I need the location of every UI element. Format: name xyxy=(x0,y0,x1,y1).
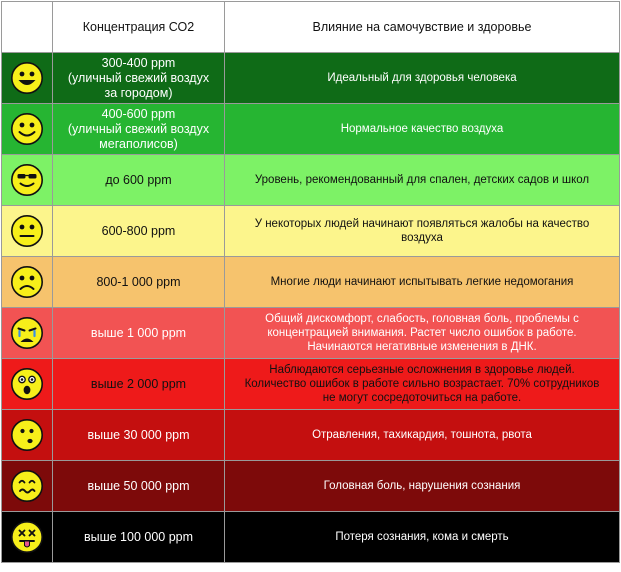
table-row xyxy=(2,53,620,104)
concentration-cell xyxy=(53,104,225,155)
effect-text: Отравления, тахикардия, тошнота, рвота xyxy=(312,429,532,441)
big-smile-icon xyxy=(10,61,44,95)
smile-icon xyxy=(10,112,44,146)
face-cell xyxy=(2,206,53,257)
co2-table xyxy=(1,1,620,563)
effect-cell xyxy=(225,206,620,257)
effect-cell xyxy=(225,53,620,104)
dizzy-face-icon xyxy=(10,469,44,503)
neutral-face-icon xyxy=(10,214,44,248)
concentration-text: выше 50 000 ppm xyxy=(87,478,190,493)
crying-face-icon xyxy=(10,316,44,350)
table-row xyxy=(2,206,620,257)
concentration-cell xyxy=(53,155,225,206)
concentration-text: 400-600 ppm (уличный свежий воздух мегаполисов) xyxy=(67,106,210,151)
effect-text: У некоторых людей начинают появляться жалобы на качество воздуха xyxy=(254,218,590,244)
concentration-cell xyxy=(53,308,225,359)
shocked-face-icon xyxy=(10,367,44,401)
table-row xyxy=(2,155,620,206)
face-cell xyxy=(2,104,53,155)
concentration-cell xyxy=(53,53,225,104)
face-cell xyxy=(2,512,53,563)
header-icon-cell xyxy=(2,2,53,53)
effect-cell xyxy=(225,257,620,308)
concentration-cell xyxy=(53,257,225,308)
effect-cell xyxy=(225,359,620,410)
effect-cell xyxy=(225,104,620,155)
effect-cell xyxy=(225,512,620,563)
face-cell xyxy=(2,359,53,410)
face-cell xyxy=(2,257,53,308)
effect-cell xyxy=(225,308,620,359)
concentration-cell xyxy=(53,410,225,461)
dead-face-icon xyxy=(10,520,44,554)
concentration-text: 800-1 000 ppm xyxy=(96,274,181,289)
face-cell xyxy=(2,410,53,461)
effect-cell xyxy=(225,155,620,206)
frown-icon xyxy=(10,265,44,299)
effect-text: Наблюдаются серьезные осложнения в здоровье людей. Количество ошибок в работе сильно возрастает. 70% сотрудников не могут сосредоточиться на работе. xyxy=(244,364,600,404)
effect-text: Головная боль, нарушения сознания xyxy=(323,480,521,492)
face-cell xyxy=(2,155,53,206)
concentration-cell xyxy=(53,359,225,410)
concentration-text: выше 100 000 ppm xyxy=(83,529,194,544)
concentration-text: выше 1 000 ppm xyxy=(90,325,187,340)
sunglasses-icon xyxy=(10,163,44,197)
effect-text: Потеря сознания, кома и смерть xyxy=(335,531,509,543)
table-row xyxy=(2,308,620,359)
header-row xyxy=(2,2,620,53)
effect-text: Общий дискомфорт, слабость, головная боль, проблемы с концентрацией внимания. Растет число ошибок в работе. Начинаются негативные изменения в ДНК. xyxy=(265,313,579,353)
concentration-cell xyxy=(53,461,225,512)
concentration-text: до 600 ppm xyxy=(105,172,172,187)
concentration-text: 300-400 ppm (уличный свежий воздух за городом) xyxy=(67,55,210,100)
concentration-text: 600-800 ppm xyxy=(101,223,176,238)
concentration-text: выше 30 000 ppm xyxy=(87,427,190,442)
table-row xyxy=(2,512,620,563)
effect-text: Нормальное качество воздуха xyxy=(340,123,504,135)
face-cell xyxy=(2,461,53,512)
table-row xyxy=(2,359,620,410)
concentration-cell xyxy=(53,206,225,257)
effect-cell xyxy=(225,410,620,461)
effect-cell xyxy=(225,461,620,512)
table-row xyxy=(2,410,620,461)
concentration-cell xyxy=(53,512,225,563)
table-row xyxy=(2,104,620,155)
sick-face-icon xyxy=(10,418,44,452)
header-concentration: Концентрация СО2 xyxy=(53,2,225,53)
effect-text: Идеальный для здоровья человека xyxy=(327,72,517,84)
table-row xyxy=(2,257,620,308)
effect-text: Уровень, рекомендованный для спален, детских садов и школ xyxy=(254,174,590,186)
face-cell xyxy=(2,53,53,104)
concentration-text: выше 2 000 ppm xyxy=(90,376,187,391)
table-row xyxy=(2,461,620,512)
face-cell xyxy=(2,308,53,359)
header-effect: Влияние на самочувствие и здоровье xyxy=(225,2,620,53)
effect-text: Многие люди начинают испытывать легкие недомогания xyxy=(270,276,574,288)
